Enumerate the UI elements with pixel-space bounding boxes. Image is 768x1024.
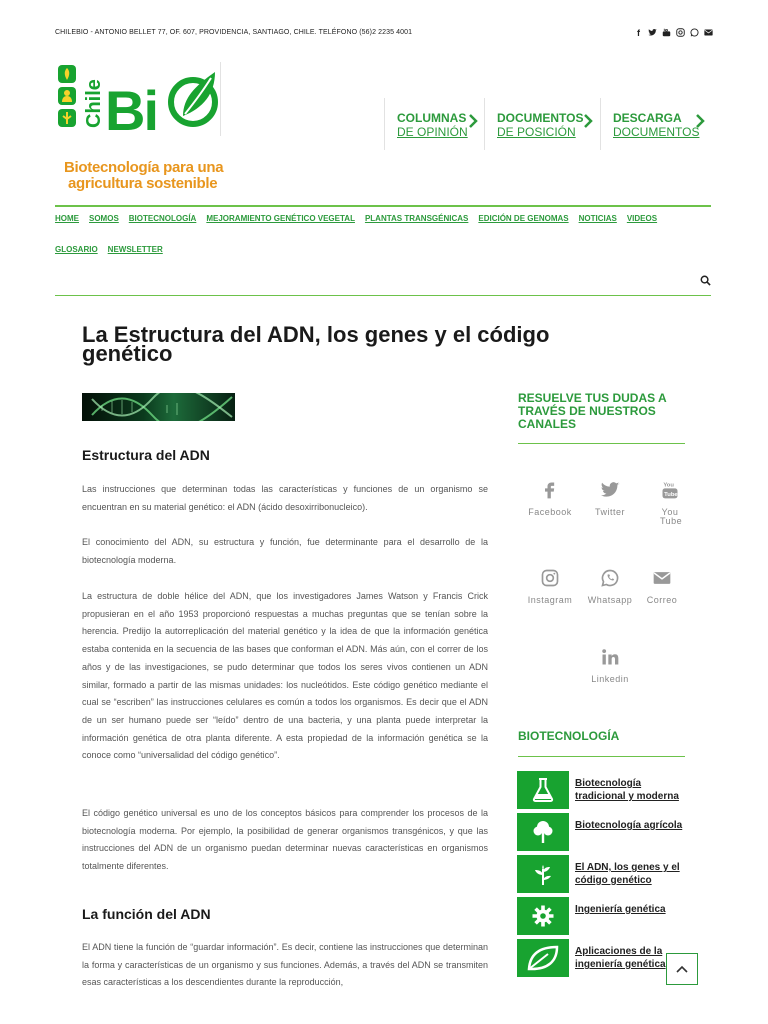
instagram-icon bbox=[540, 568, 560, 588]
bio-item-adn[interactable] bbox=[517, 855, 687, 893]
bio-item-icon-box bbox=[517, 771, 569, 809]
nav-top-divider bbox=[55, 205, 711, 207]
dna-hero-image bbox=[82, 393, 235, 421]
biotecnologia-divider bbox=[518, 756, 685, 757]
nav-somos[interactable]: SOMOS bbox=[89, 214, 119, 223]
svg-text:You: You bbox=[663, 482, 674, 489]
whatsapp-icon bbox=[600, 568, 620, 588]
nav-bottom-divider bbox=[55, 295, 711, 296]
quick-links bbox=[384, 98, 714, 150]
nav-glosario[interactable]: GLOSARIO bbox=[55, 245, 98, 254]
gear-icon bbox=[531, 904, 555, 928]
bio-item-label: Biotecnología tradicional y moderna bbox=[575, 778, 679, 802]
channels-heading: RESUELVE TUS DUDAS A TRAVÉS DE NUESTROS CANALES bbox=[518, 391, 667, 431]
twitter-icon[interactable] bbox=[648, 28, 657, 38]
bio-item-agricola[interactable] bbox=[517, 813, 687, 851]
bio-item-label: Biotecnología agrícola bbox=[575, 820, 683, 831]
channel-correo-label: Correo bbox=[646, 595, 678, 605]
chevron-right-icon bbox=[468, 114, 478, 128]
contact-address: CHILEBIO - ANTONIO BELLET 77, OF. 607, PROVIDENCIA, SANTIAGO, CHILE. TELÉFONO (56)2 2235 4001 bbox=[55, 29, 413, 36]
bio-item-ingenieria[interactable] bbox=[517, 897, 687, 935]
quicklink-separator bbox=[384, 98, 385, 150]
logo-divider bbox=[220, 62, 221, 136]
chevron-right-icon bbox=[695, 114, 705, 128]
leaf-icon bbox=[526, 944, 560, 972]
quicklink-descarga[interactable] bbox=[613, 98, 713, 150]
nav-plantas-transgenicas[interactable]: PLANTAS TRANSGÉNICAS bbox=[364, 214, 469, 223]
top-bar bbox=[55, 28, 713, 40]
bio-item-icon-box bbox=[517, 897, 569, 935]
section-heading-estructura: Estructura del ADN bbox=[82, 447, 210, 463]
channel-whatsapp-label: Whatsapp bbox=[587, 595, 633, 605]
quicklink-documentos[interactable] bbox=[497, 98, 602, 150]
channel-youtube-label: You Tube bbox=[660, 507, 683, 526]
channels-divider bbox=[518, 443, 685, 444]
channel-twitter-label: Twitter bbox=[594, 507, 625, 517]
page-title: La Estructura del ADN, los genes y el código genético bbox=[82, 322, 550, 366]
channel-youtube[interactable] bbox=[640, 480, 700, 526]
channel-facebook-label: Facebook bbox=[528, 507, 572, 517]
nav-home[interactable]: HOME bbox=[55, 214, 79, 223]
section-heading-funcion: La función del ADN bbox=[82, 906, 211, 922]
channel-facebook[interactable] bbox=[520, 480, 580, 517]
quicklink-descarga-top: DESCARGA bbox=[613, 111, 682, 125]
nav-biotecnologia[interactable]: BIOTECNOLOGÍA bbox=[128, 214, 197, 223]
channel-instagram-label: Instagram bbox=[527, 595, 573, 605]
flask-icon bbox=[531, 777, 555, 803]
channel-twitter[interactable] bbox=[580, 480, 640, 517]
bio-item-label: Ingeniería genética bbox=[575, 904, 666, 915]
quicklink-columnas[interactable] bbox=[397, 98, 487, 150]
tree-icon bbox=[532, 819, 554, 845]
paragraph-1: Las instrucciones que determinan todas las características y funciones de un organismo se encuentran en su material genético: el ADN (ácido desoxirribonucleico). bbox=[82, 484, 488, 512]
logo-bio-text: Bi bbox=[105, 79, 157, 136]
nav-newsletter[interactable]: NEWSLETTER bbox=[107, 245, 163, 254]
paragraph-3: La estructura de doble hélice del ADN, que los investigadores James Watson y Francis Crick propusieran en el año 1953 proporcionó respuestas a muchas preguntas que se tenían sobre la herencia. Predijo la autorreplicación del material genético y la idea de que la información genética estaba contenida en la secuencia de las bases que conforman el ADN. Más aún, con el correr de los años y de las investigaciones, se pudo determinar que todos los seres vivos contienen un ADN similar, formado a partir de las mismas unidades: los nucleótidos. Este código genético mediante el cual se “escriben” las instrucciones celulares es común a todos los organismos. Es decir que el ADN de un ser humano puede ser “leído” dentro de una bacteria, y una planta puede interpretar la información genética de otra planta diferente. A esta propiedad de la información genética se la conoce como “universalidad del código genético”. bbox=[82, 591, 488, 761]
tagline-line-2: agricultura sostenible bbox=[68, 175, 218, 192]
social-links bbox=[634, 28, 713, 38]
paragraph-4: El código genético universal es uno de los conceptos básicos para comprender los procesos de la biotecnología moderna. Por ejemplo, la posibilidad de generar organismos transgénicos, y que las instrucciones del ADN de un organismo puedan determinar nuevas características en organismos totalmente diferentes. bbox=[82, 808, 488, 872]
bio-item-tradicional[interactable] bbox=[517, 771, 687, 809]
nav-mejoramiento[interactable]: MEJORAMIENTO GENÉTICO VEGETAL bbox=[206, 214, 355, 223]
back-to-top-button[interactable] bbox=[666, 953, 698, 985]
quicklink-descarga-bottom: DOCUMENTOS bbox=[613, 125, 700, 139]
quicklink-documentos-bottom: DE POSICIÓN bbox=[497, 125, 576, 139]
channel-instagram[interactable] bbox=[520, 568, 580, 605]
search-icon[interactable] bbox=[700, 275, 711, 286]
nav-edicion-genomas[interactable]: EDICIÓN DE GENOMAS bbox=[478, 214, 569, 223]
chevron-right-icon bbox=[583, 114, 593, 128]
channel-whatsapp[interactable] bbox=[580, 568, 640, 605]
chilebio-logo[interactable] bbox=[55, 62, 221, 136]
bio-item-icon-box bbox=[517, 855, 569, 893]
quicklink-separator bbox=[600, 98, 601, 150]
twitter-icon bbox=[600, 480, 620, 500]
bio-item-label: Aplicaciones de la ingeniería genética bbox=[575, 946, 666, 970]
whatsapp-icon[interactable] bbox=[690, 28, 699, 38]
instagram-icon[interactable] bbox=[676, 28, 685, 38]
linkedin-icon bbox=[600, 647, 620, 667]
quicklink-documentos-top: DOCUMENTOS bbox=[497, 111, 584, 125]
plant-icon bbox=[531, 861, 555, 887]
quicklink-columnas-top: COLUMNAS bbox=[397, 111, 467, 125]
channel-linkedin-label: Linkedin bbox=[591, 674, 629, 684]
paragraph-2: El conocimiento del ADN, su estructura y función, fue determinante para el desarrollo de la biotecnología moderna. bbox=[82, 537, 488, 565]
bio-item-aplicaciones[interactable] bbox=[517, 939, 687, 977]
paragraph-5: El ADN tiene la función de “guardar información”. Es decir, contiene las instrucciones que determinan la forma y características de un organismo y sus funciones. Además, a través del ADN se transmiten esas características a los descendientes durante la reproducción, bbox=[82, 942, 488, 988]
chevron-up-icon bbox=[676, 965, 688, 973]
logo-chile-text: Chile bbox=[83, 79, 105, 128]
tagline bbox=[64, 160, 264, 192]
svg-text:Tube: Tube bbox=[664, 491, 678, 498]
quicklink-columnas-bottom: DE OPINIÓN bbox=[397, 125, 468, 139]
channel-correo[interactable] bbox=[632, 568, 692, 605]
facebook-icon[interactable]: f bbox=[636, 28, 641, 38]
email-icon[interactable] bbox=[704, 28, 713, 38]
youtube-icon bbox=[660, 480, 680, 500]
bio-item-icon-box bbox=[517, 939, 569, 977]
nav-videos[interactable]: VIDEOS bbox=[626, 214, 658, 223]
tagline-line-1: Biotecnología para una bbox=[64, 159, 224, 176]
biotecnologia-heading: BIOTECNOLOGÍA bbox=[518, 729, 620, 743]
youtube-icon[interactable] bbox=[662, 28, 671, 38]
facebook-icon bbox=[540, 480, 560, 500]
quicklink-separator bbox=[484, 98, 485, 150]
channel-linkedin[interactable] bbox=[580, 647, 640, 684]
email-icon bbox=[652, 568, 672, 588]
bio-item-icon-box bbox=[517, 813, 569, 851]
bio-item-label: El ADN, los genes y el código genético bbox=[575, 862, 680, 886]
nav-noticias[interactable]: NOTICIAS bbox=[578, 214, 617, 223]
